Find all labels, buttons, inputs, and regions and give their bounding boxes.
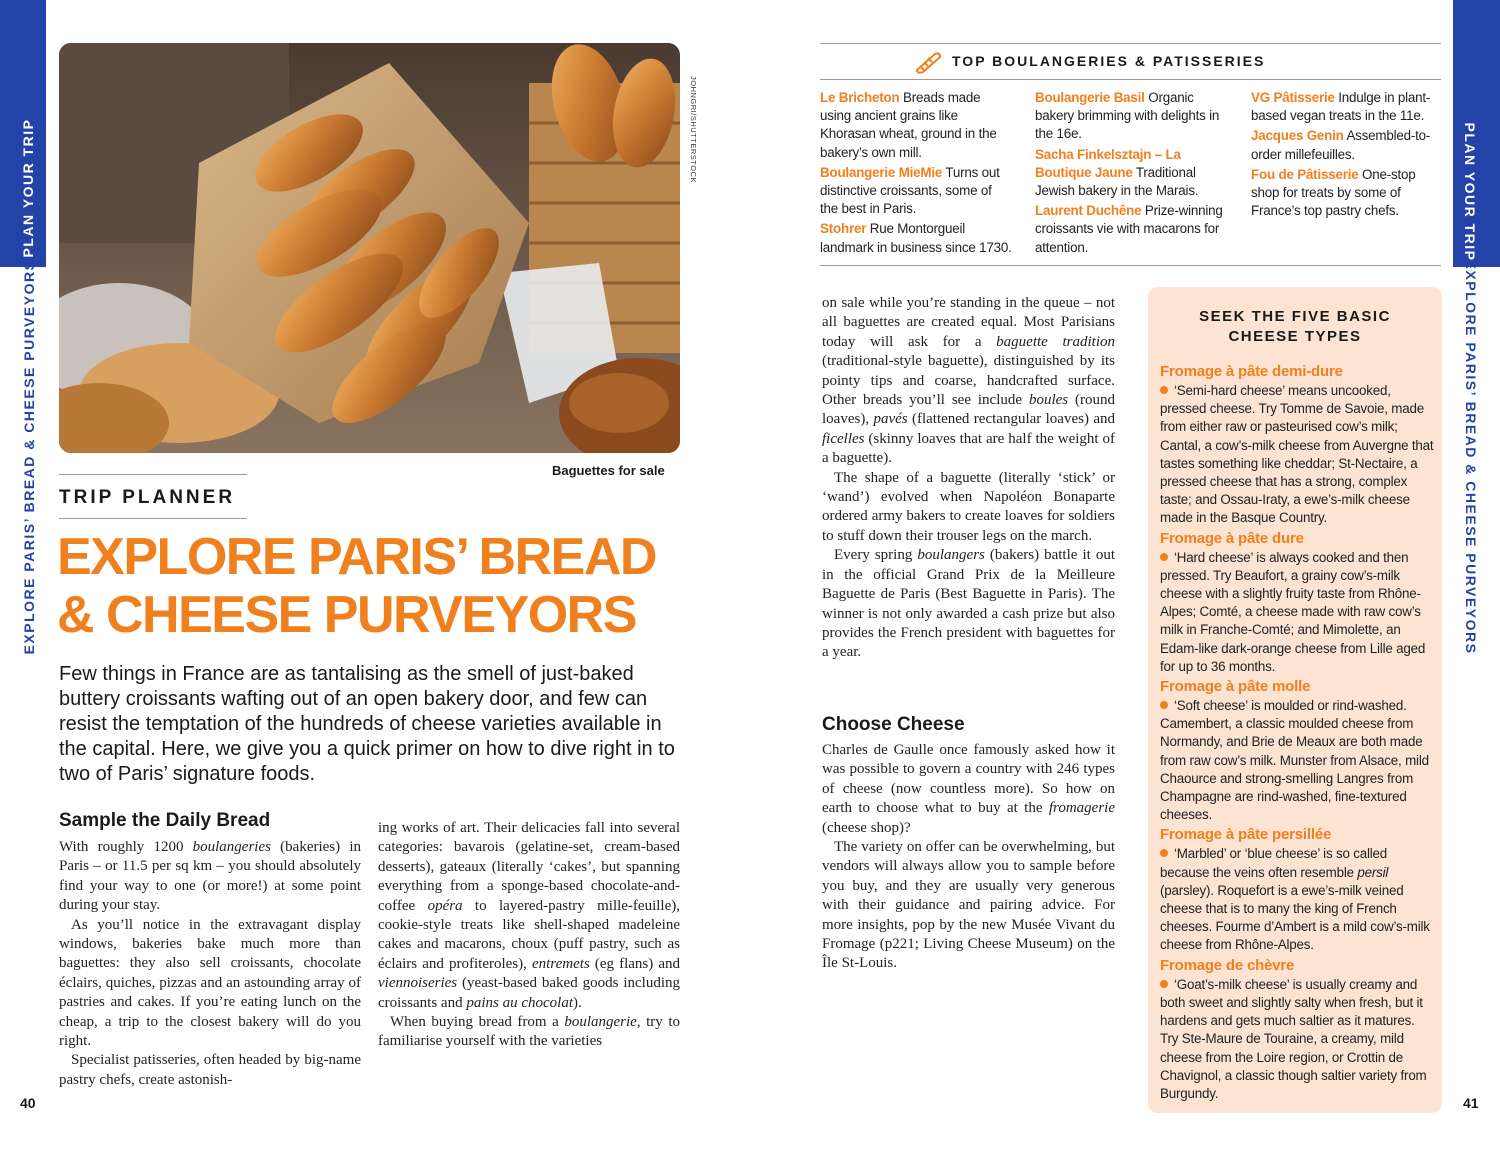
- page-title-line2: & CHEESE PURVEYORS: [57, 586, 636, 644]
- page-title-line1: EXPLORE PARIS’ BREAD: [57, 528, 656, 586]
- bread-icon: [914, 50, 942, 79]
- left-section-tab-label: PLAN YOUR TRIP: [20, 118, 36, 258]
- body-paragraph: The shape of a baguette (literally ‘stick’ or ‘wand’) evolved when Napoléon Bonaparte ordered army bakers to create loaves for soldiers to stuff down their trouser legs on the march.: [822, 469, 1115, 544]
- cheese-type-heading: Fromage à pâte demi-dure: [1160, 363, 1343, 380]
- kicker-rule-top: [59, 474, 247, 475]
- boulangeries-title: TOP BOULANGERIES & PATISSERIES: [952, 53, 1266, 69]
- body-paragraph: As you’ll notice in the extravagant display windows, bakeries bake much more than baguettes: they also sell croissants, chocolate éclairs, quiches, pizzas and an astounding array of pastries and cakes. If you’re eating lunch on the cheap, a trip to the closest bakery will do you right.: [59, 916, 361, 1050]
- body-paragraph: Every spring boulangers (bakers) battle it out in the official Grand Prix de la Meilleure Baguette de Paris (Best Baguette in Paris). The winner is not only awarded a cash prize but also provides the French president with baguettes for a year.: [822, 547, 1115, 661]
- right-chapter-tab-label: EXPLORE PARIS’ BREAD & CHEESE PURVEYORS: [1463, 259, 1479, 655]
- cheese-type-heading: Fromage à pâte molle: [1160, 678, 1311, 696]
- bullet-icon: [1160, 553, 1168, 561]
- boulangerie-entry: Le Bricheton Breads made using ancient grains like Khorasan wheat, ground in the bakery’s own mill.: [820, 90, 997, 160]
- photo-caption: Baguettes for sale: [552, 463, 665, 478]
- body-paragraph: on sale while you’re standing in the queue – not all baguettes are created equal. Most Parisians today will ask for a baguette tradition (traditional-style baguette), distinguished by its pointy tips and coarse, handcrafted surface. Other breads you’ll see include boules (round loaves), pavés (flattened rectangular loaves) and ficelles (skinny loaves that are half the weight of a baguette).: [822, 295, 1115, 467]
- photo-credit: JOHNGRI/SHUTTERSTOCK: [689, 76, 698, 183]
- cheese-type-heading: Fromage à pâte persillée: [1160, 826, 1332, 844]
- boulangeries-rule-mid: [820, 79, 1441, 80]
- cheese-type-heading: Fromage de chèvre: [1160, 956, 1295, 974]
- boulangerie-entry: Laurent Duchêne Prize-winning croissants vie with macarons for attention.: [1035, 203, 1223, 255]
- baguettes-photo: [59, 43, 680, 453]
- boulangerie-entry: Fou de Pâtisserie One-stop shop for treats by some of France’s top pastry chefs.: [1251, 166, 1416, 219]
- body-column-3-continued: [822, 741, 1115, 974]
- boulangeries-rule-bottom: [820, 265, 1441, 266]
- cheese-type-text: ‘Hard cheese’ is always cooked and then pressed. Try Beaufort, a grainy cow’s-milk cheese with a slightly fruity taste from Rhône-Alpes; Comté, a cheese made with raw cow’s milk in Franche-Comté; and Mimolette, an Edam-like dark-orange cheese from Lille aged for up to 36 months.: [1160, 549, 1426, 674]
- boulangerie-entry: Stohrer Rue Montorgueil landmark in business since 1730.: [820, 221, 1012, 255]
- body-column-3: [822, 294, 1115, 663]
- boulangerie-entry: Boulangerie MieMie Turns out distinctive croissants, some of the best in Paris.: [820, 164, 1000, 217]
- cheese-type-text: ‘Semi-hard cheese’ means uncooked, pressed cheese. Try Tomme de Savoie, made from either raw or pasteurised cow’s milk; Cantal, a cow’s-milk cheese from Auvergne that tastes something like cheddar; St-Nectaire, a pressed cheese that has a strong, complex taste; and Ossau-Iraty, a ewe’s-milk cheese made in the Basque Country.: [1160, 383, 1434, 526]
- body-column-1: [59, 838, 361, 1090]
- kicker-rule-bottom: [59, 518, 247, 519]
- body-paragraph: Specialist patisseries, often headed by big-name pastry chefs, create astonish-: [59, 1052, 361, 1088]
- cheese-type-text: ‘Goat’s-milk cheese’ is usually creamy and both sweet and slightly salty when fresh, but it hardens and gets much saltier as it matures. Try Ste-Maure de Touraine, a creamy, mild cheese from the Loire region, or Crottin de Chavignol, a classic though saltier variety from Burgundy.: [1160, 976, 1427, 1101]
- cheese-type-heading: Fromage à pâte dure: [1160, 529, 1304, 547]
- left-chapter-tab-label: EXPLORE PARIS’ BREAD & CHEESE PURVEYORS: [21, 259, 37, 655]
- boulangeries-column-1: [820, 89, 1012, 259]
- body-paragraph: When buying bread from a boulangerie, try to familiarise yourself with the varieties: [378, 1014, 680, 1050]
- body-paragraph: With roughly 1200 boulangeries (bakeries) in Paris – or 11.5 per sq km – you should absolutely find your way to one (or more!) at some point during your stay.: [59, 839, 361, 914]
- body-paragraph: Charles de Gaulle once famously asked how it was possible to govern a country with 246 types of cheese (now countless more). So how on earth to choose what to buy at the fromagerie (cheese shop)?: [822, 742, 1115, 836]
- cheese-box-title: SEEK THE FIVE BASIC CHEESE TYPES: [1199, 308, 1391, 345]
- boulangeries-column-3: [1251, 89, 1443, 222]
- cheese-type-text: ‘Soft cheese’ is moulded or rind-washed. Camembert, a classic moulded cheese from Normandy, and Brie de Meaux are both made from raw cow’s milk. Munster from Alsace, mild Chaource and strong-smelling Langres from Champagne are rind-washed, fine-textured cheeses.: [1160, 698, 1429, 823]
- boulangerie-entry: Sacha Finkelsztajn – La Boutique Jaune Traditional Jewish bakery in the Marais.: [1035, 146, 1199, 199]
- boulangerie-entry: Jacques Genin Assembled-to-order millefeuilles.: [1251, 128, 1431, 162]
- cheese-types-list: [1160, 362, 1435, 1104]
- section-heading-bread: Sample the Daily Bread: [59, 810, 271, 831]
- left-page-number: 40: [20, 1095, 36, 1111]
- bullet-icon: [1160, 849, 1168, 857]
- right-page-number: 41: [1463, 1095, 1479, 1111]
- kicker: TRIP PLANNER: [59, 487, 236, 508]
- section-heading-cheese: Choose Cheese: [822, 714, 965, 735]
- boulangeries-rule-top: [820, 43, 1441, 44]
- boulangeries-column-2: [1035, 89, 1227, 259]
- bullet-icon: [1160, 386, 1168, 394]
- body-paragraph: ing works of art. Their delicacies fall into several categories: bavarois (gelatine-set, cream-based desserts), gateaux (literally ‘cakes’, but spanning everything from a sponge-based chocolate-and-coffee opéra to layered-pastry mille-feuille), cookie-style treats like shell-shaped madeleine cakes and macarons, choux (puff pastry, such as éclairs and profiteroles), entremets (eg flans) and viennoiseries (yeast-based baked goods including croissants and pains au chocolat).: [378, 820, 681, 1011]
- boulangerie-entry: Boulangerie Basil Organic bakery brimming with delights in the 16e.: [1035, 90, 1220, 142]
- cheese-type-text: ‘Marbled’ or ‘blue cheese’ is so called because the veins often resemble persil (parsley). Roquefort is a ewe’s-milk veined cheese that is to many the king of French cheeses. Fourme d’Ambert is a mild cow’s-milk cheese from Rhône-Alpes.: [1160, 846, 1430, 953]
- page-title: [57, 528, 677, 644]
- bullet-icon: [1160, 980, 1168, 988]
- boulangerie-entry: VG Pâtisserie Indulge in plant-based vegan treats in the 11e.: [1251, 90, 1431, 124]
- intro-paragraph: Few things in France are as tantalising as the smell of just-baked buttery croissants wafting out of an open bakery door, and few can resist the temptation of the hundreds of cheese varieties available in the capital. Here, we give you a quick primer on how to dive right in to two of Paris’ signature foods.: [59, 663, 675, 785]
- bullet-icon: [1160, 701, 1168, 709]
- body-column-2: [378, 819, 680, 1052]
- body-paragraph: The variety on offer can be overwhelming, but vendors will always allow you to sample before you buy, and they are usually very generous with their guidance and pairing advice. For more insights, pop by the new Musée Vivant du Fromage (p221; Living Cheese Museum) on the Île St-Louis.: [822, 839, 1115, 972]
- right-section-tab-label: PLAN YOUR TRIP: [1462, 122, 1478, 262]
